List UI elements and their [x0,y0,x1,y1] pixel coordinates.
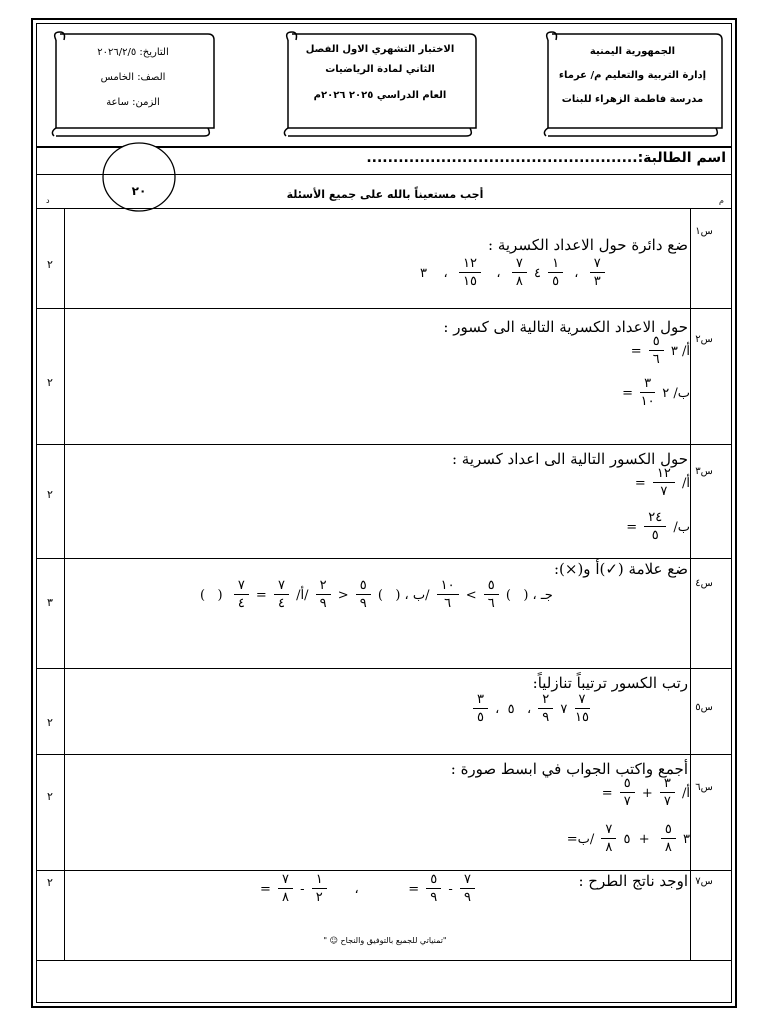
header-line: مدرسة فاطمة الزهراء للبنات [561,94,704,105]
fraction: $\frac{٧}{٩}$ [460,872,475,907]
fraction: $\frac{٣}{١٠}$ [640,376,655,409]
question-title: ضع دائرة حول الاعداد الكسرية : [488,236,688,254]
fraction: $\frac{٥}{٩}$ [356,578,371,613]
fraction: $\frac{٧}{٨}$ [278,872,293,907]
fraction: $\frac{٧}{٨}$ [512,256,527,291]
header-line: التاريخ: ٢٠٢٦/٢/٥ [97,47,169,58]
question-mark: ٢ [47,790,53,803]
fraction: $\frac{٢٤}{٥}$ [644,510,666,545]
fraction: $\frac{٥}{٨}$ [661,822,676,857]
header-line: الجمهورية اليمنية [589,46,676,57]
q4-comparisons: ( ) $\frac{٧}{٤}$ = $\frac{٧}{٤}$ /جـ ، ( ) $\frac{٥}{٦}$ > $\frac{١٠}{٦}$ /ب ، ( ) $\frac{٥}{٩}$ < $\frac{٢}{٩}$ /أ [200,578,553,611]
header-box-center [280,28,480,138]
header-box-right [540,28,725,138]
question-title: رتب الكسور ترتيباً تنازلياً: [532,674,688,692]
fraction: $\frac{٧}{٨}$ [601,822,616,857]
question-mark: ٣ [47,596,53,609]
q6-part-b: =٣ $\frac{٥}{٨}$ + ٥ $\frac{٧}{٨}$ /ب [566,822,690,855]
col-q-header: م [719,196,724,205]
mixed-whole: ٤ [533,266,541,281]
header-line: الصف: الخامس [100,72,166,83]
fraction: $\frac{١٠}{٦}$ [437,578,459,613]
student-name-label: اسم الطالبة:................................................... [366,150,726,166]
fraction: $\frac{٧}{٤}$ [274,578,289,613]
q2-part-b: ب/ ٢ $\frac{٣}{١٠}$ = [622,376,690,409]
fraction: $\frac{١٢}{٧}$ [653,466,675,501]
question-title: حول الكسور التالية الى اعداد كسرية : [451,450,688,468]
fraction: $\frac{٧}{٣}$ [590,256,605,291]
q5-fractions: $\frac{٣}{٥}$ ، ٧ $\frac{٢}{٩}$ ، ٥ $\frac{٧}{١٥}$ [470,692,690,727]
fraction: $\frac{٧}{٤}$ [234,578,249,613]
question-title: حول الاعداد الكسرية التالية الى كسور : [443,318,688,336]
header-line: الثاني لمادة الرياضيات [325,64,435,75]
fraction: $\frac{٥}{٧}$ [620,776,635,811]
header-line: الزمن: ساعة [106,97,160,108]
question-number: س٧ [695,876,713,887]
q2-part-a: أ/ ٣ $\frac{٥}{٦}$ = [630,334,690,367]
col-mark-header: د [46,196,50,205]
q6-part-a: = $\frac{٥}{٧}$ + $\frac{٣}{٧}$ /أ [601,776,690,809]
header-line: العام الدراسي ٢٠٢٥ ٢٠٢٦م [313,90,447,101]
question-title: أجمع واكتب الجواب في ابسط صورة : [450,760,688,778]
question-title: اوجد ناتج الطرح : [578,872,688,890]
question-number: س١ [695,226,713,237]
fraction: $\frac{٣}{٥}$ [473,692,488,727]
fraction: $\frac{١}{٥}$ [548,256,563,291]
instructions: أجب مستعيناً بالله على جميع الأسئلة [286,188,484,201]
fraction: $\frac{٥}{٦}$ [649,334,664,369]
question-mark: ٢ [47,258,53,271]
q1-fractions: ٤ $\frac{٧}{٨}$ ، $\frac{١٢}{١٥}$ ، ٣ $\frac{١}{٥}$ ، $\frac{٧}{٣}$ [420,256,690,291]
q7-expressions: = $\frac{٧}{٨}$ - $\frac{١}{٢}$ ، = $\frac{٥}{٩}$ - $\frac{٧}{٩}$ [260,872,560,907]
fraction: $\frac{٥}{٦}$ [484,578,499,613]
fraction: $\frac{١٢}{١٥}$ [459,256,481,291]
question-mark: ٢ [47,488,53,501]
footer-note: "تمنياتي للجميع بالتوفيق والنجاح ☺ " [323,936,447,945]
total-score: ٢٠ [131,184,147,198]
question-mark: ٢ [47,376,53,389]
fraction: $\frac{١}{٢}$ [312,872,327,907]
question-number: س٦ [695,782,713,793]
q3-part-b: ب/ $\frac{٢٤}{٥}$ = [626,510,690,543]
question-title: ضع علامة (✓)أ و(×): [553,560,688,578]
score-circle [100,138,178,214]
header-box-left [48,28,218,138]
q3-part-a: أ/ $\frac{١٢}{٧}$ = [634,466,690,499]
question-mark: ٢ [47,716,53,729]
question-number: س٤ [695,578,713,589]
question-number: س٥ [695,702,713,713]
question-number: س٢ [695,334,713,345]
mixed-whole: ٣ [420,266,427,281]
header-line: الاختبار التشهري الاول الفصل [305,44,455,55]
header-line: إدارة التربية والتعليم م/ عرماء [558,70,707,81]
fraction: $\frac{٥}{٩}$ [426,872,441,907]
fraction: $\frac{٣}{٧}$ [660,776,675,811]
question-number: س٣ [695,466,713,477]
fraction: $\frac{٧}{١٥}$ [575,692,590,725]
fraction: $\frac{٢}{٩}$ [316,578,331,613]
fraction: $\frac{٢}{٩}$ [538,692,553,727]
question-mark: ٢ [47,876,53,889]
